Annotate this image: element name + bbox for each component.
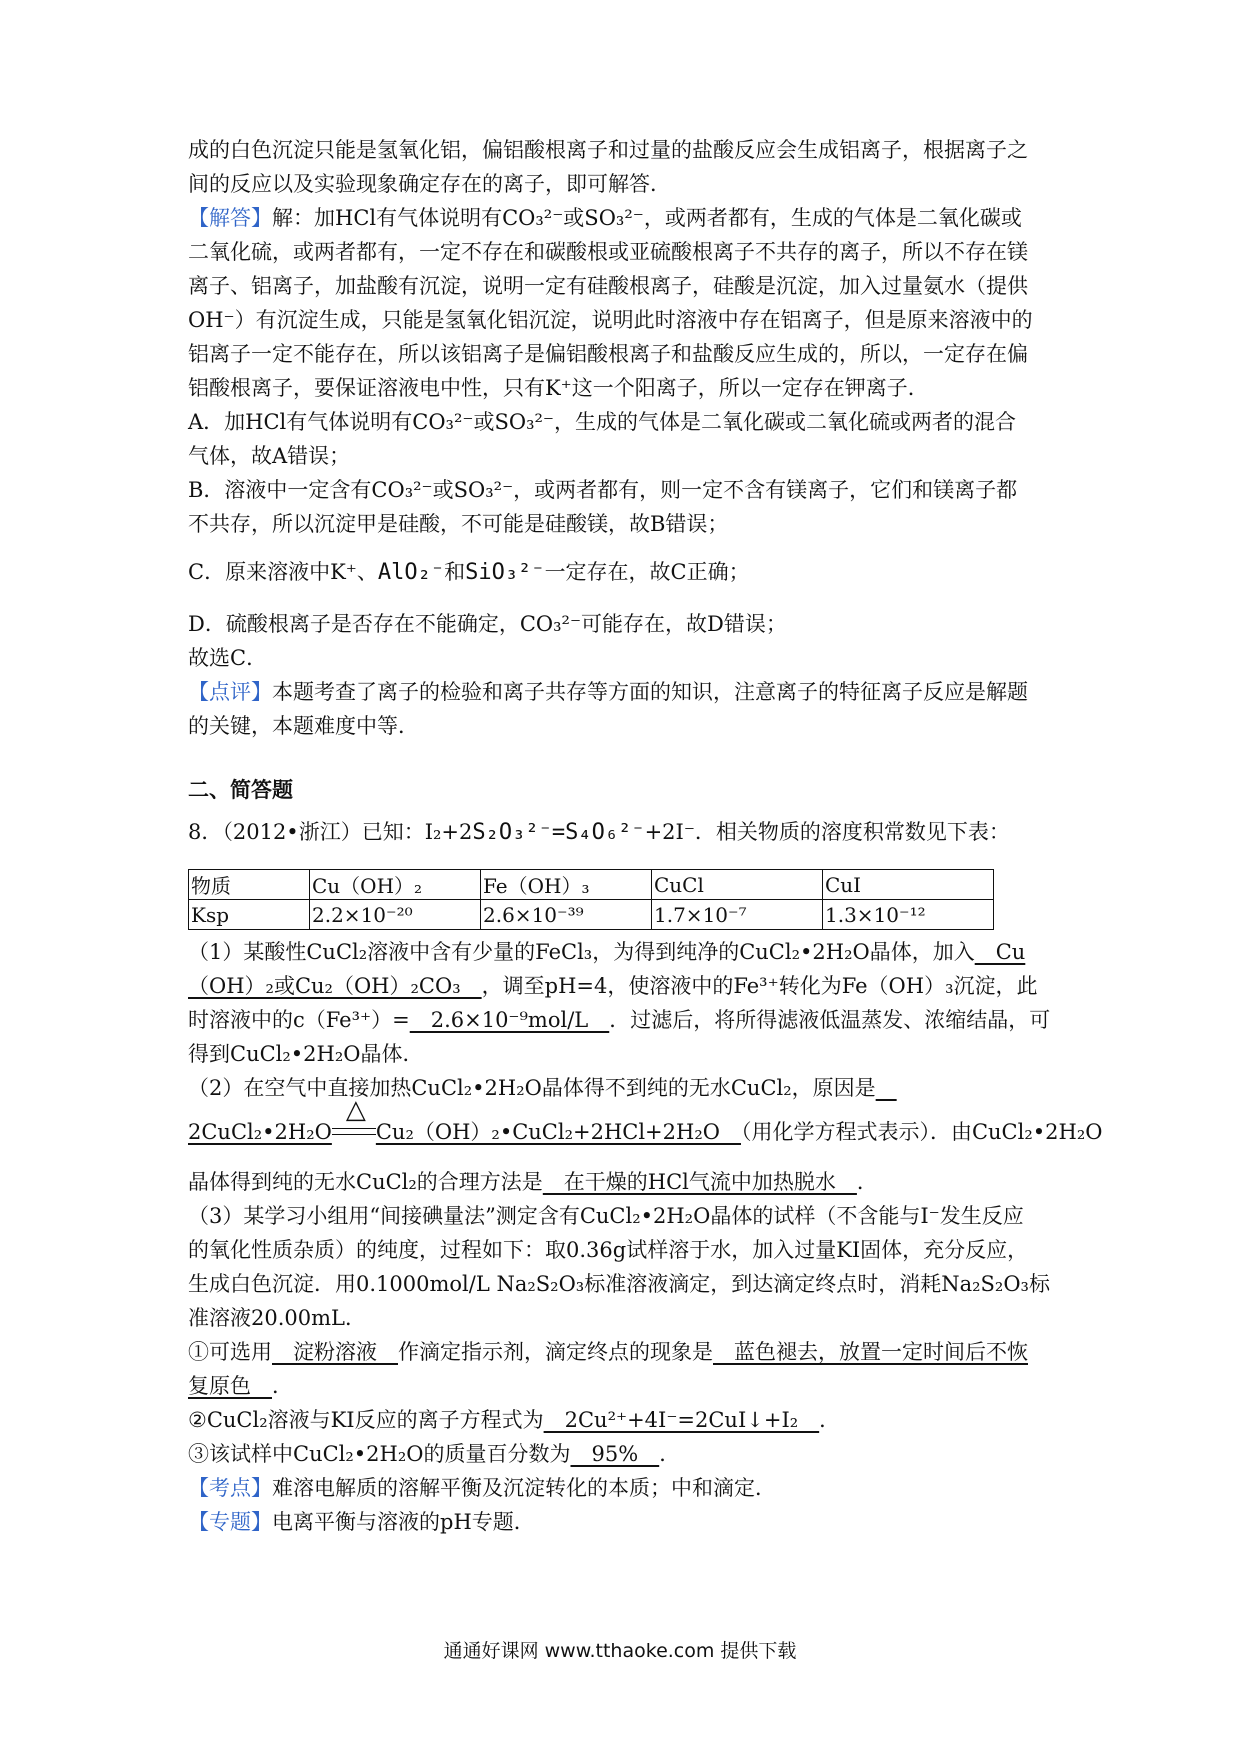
- table-cell: 2.2×10⁻²⁰: [310, 900, 481, 930]
- part-3-line: 准溶液20.00mL．: [188, 1306, 366, 1330]
- comment-text: 本题考查了离子的检验和离子共存等方面的知识，注意离子的特征离子反应是解题: [272, 680, 1028, 704]
- part-2-text: 晶体得到纯的无水CuCl₂的合理方法是: [188, 1170, 543, 1194]
- sub-2-text: ．: [819, 1408, 841, 1432]
- part-1-answer: 2.6×10⁻⁹mol/L: [409, 1008, 610, 1032]
- option-a-line: A．加HCl有气体说明有CO₃²⁻或SO₃²⁻，生成的气体是二氧化碳或二氧化硫或两者的混合: [188, 410, 1016, 434]
- zhuanti-text: 电离平衡与溶液的pH专题．: [272, 1510, 535, 1534]
- table-cell: Ksp: [189, 900, 310, 930]
- option-c-text: 和: [444, 560, 466, 584]
- part-1-line: [188, 1006, 1050, 1034]
- sub-2-answer: 2Cu²⁺+4I⁻=2CuI↓+I₂: [543, 1408, 820, 1432]
- aluminate-ion-formula: AlO₂⁻: [377, 560, 445, 585]
- sub-1-answer: 复原色: [188, 1374, 272, 1398]
- sub-1-answer: 淀粉溶液: [272, 1340, 398, 1364]
- part-2-answer: 在干燥的HCl气流中加热脱水: [542, 1170, 857, 1194]
- table-header-cell: CuCl: [652, 870, 823, 900]
- answer-text: 解：加HCl有气体说明有CO₃²⁻或SO₃²⁻，或两者都有，生成的气体是二氧化碳或: [272, 206, 1022, 230]
- part-3-line: 的氧化性质杂质）的纯度，过程如下：取0.36g试样溶于水，加入过量KI固体，充分反应，: [188, 1238, 1029, 1262]
- sub-question-3-line: [188, 1440, 680, 1468]
- answer-line: 铝酸根离子，要保证溶液电中性，只有K⁺这一个阳离子，所以一定存在钾离子．: [188, 376, 929, 400]
- kaodian-text: 难溶电解质的溶解平衡及沉淀转化的本质；中和滴定．: [272, 1476, 776, 1500]
- part-1-text: ，调至pH=4，使溶液中的Fe³⁺转化为Fe（OH）₃沉淀，此: [481, 974, 1038, 998]
- sub-1-text: ．: [272, 1374, 293, 1398]
- sub-question-1-line: [188, 1372, 293, 1400]
- part-1-text: （1）某酸性CuCl₂溶液中含有少量的FeCl₃，为得到纯净的CuCl₂•2H₂O晶体，加入: [188, 940, 975, 964]
- sub-3-text: ③该试样中CuCl₂•2H₂O的质量百分数为: [188, 1442, 571, 1466]
- part-1-line: [188, 972, 1038, 1000]
- sub-1-text: 作滴定指示剂，滴定终点的现象是: [398, 1340, 713, 1364]
- kaodian-tag: 【考点】: [188, 1476, 272, 1500]
- sub-question-2-line: [188, 1406, 840, 1434]
- part-2-answer: Cu₂（OH）₂•CuCl₂+2HCl+2H₂O: [375, 1120, 741, 1144]
- part-2-line: [188, 1168, 878, 1196]
- option-c-line: [188, 558, 750, 587]
- option-b-line: 不共存，所以沉淀甲是硅酸，不可能是硅酸镁，故B错误；: [188, 512, 729, 536]
- sub-2-text: ②CuCl₂溶液与KI反应的离子方程式为: [188, 1408, 544, 1432]
- part-1-answer: （OH）₂或Cu₂（OH）₂CO₃: [188, 974, 482, 998]
- answer-line: 铝离子一定不能存在，所以该铝离子是偏铝酸根离子和盐酸反应生成的，所以，一定存在偏: [188, 342, 1028, 366]
- part-3-line: （3）某学习小组用“间接碘量法”测定含有CuCl₂•2H₂O晶体的试样（不含能与I⁻发生反应: [188, 1204, 1024, 1228]
- section-heading: 二、简答题: [188, 778, 293, 802]
- option-c-text: 一定存在，故C正确；: [544, 560, 750, 584]
- question-8-intro: [188, 818, 1010, 847]
- sub-question-1-line: [188, 1338, 1028, 1366]
- comment-line: 的关键，本题难度中等．: [188, 714, 419, 738]
- answer-line: 二氧化硫，或两者都有，一定不存在和碳酸根或亚硫酸根离子不共存的离子，所以不存在镁: [188, 240, 1028, 264]
- part-2-text: ．: [856, 1170, 878, 1194]
- answer-line: OH⁻）有沉淀生成，只能是氢氧化铝沉淀，说明此时溶液中存在铝离子，但是原来溶液中的: [188, 308, 1033, 332]
- part-2-text: （用化学方程式表示）．由CuCl₂•2H₂O: [740, 1120, 1103, 1144]
- part-2-answer: 2CuCl₂•2H₂O: [188, 1120, 332, 1144]
- part-2-equation-line: [188, 1094, 1103, 1146]
- option-b-line: B．溶液中一定含有CO₃²⁻或SO₃²⁻，或两者都有，则一定不含有镁离子，它们和镁离子都: [188, 478, 1018, 502]
- part-2-text: （2）在空气中直接加热CuCl₂•2H₂O晶体得不到纯的无水CuCl₂，原因是: [188, 1076, 876, 1100]
- part-1-line: [188, 938, 1025, 966]
- answer-line: [188, 204, 1022, 232]
- table-cell: 1.7×10⁻⁷: [652, 900, 823, 930]
- comment-line: [188, 678, 1028, 706]
- part-1-line: 得到CuCl₂•2H₂O晶体．: [188, 1042, 424, 1066]
- sub-3-answer: 95%: [570, 1442, 660, 1466]
- part-1-text: ．过滤后，将所得滤液低温蒸发、浓缩结晶，可: [609, 1008, 1051, 1032]
- answer-line: 离子、铝离子，加盐酸有沉淀，说明一定有硅酸根离子，硅酸是沉淀，加入过量氨水（提供: [188, 274, 1028, 298]
- q8-intro-text: +2I⁻．相关物质的溶度积常数见下表：: [644, 820, 1010, 844]
- part-1-text: 时溶液中的c（Fe³⁺）=: [188, 1008, 410, 1032]
- ksp-table: [188, 869, 994, 930]
- part-1-answer: Cu: [974, 940, 1026, 964]
- part-2-line: [188, 1074, 897, 1102]
- dianping-tag: 【点评】: [188, 680, 272, 704]
- option-c-text: C．原来溶液中K⁺、: [188, 560, 378, 584]
- silicate-ion-formula: SiO₃²⁻: [465, 560, 545, 585]
- part-3-line: 生成白色沉淀．用0.1000mol/L Na₂S₂O₃标准溶液滴定，到达滴定终点时，消耗Na₂S₂O₃标: [188, 1272, 1050, 1296]
- table-header-cell: Fe（OH）₃: [481, 870, 652, 900]
- table-row: [189, 870, 994, 900]
- heating-arrow-icon: △: [332, 1122, 376, 1146]
- jieda-tag: 【解答】: [188, 206, 272, 230]
- analysis-line: 间的反应以及实验现象确定存在的离子，即可解答．: [188, 172, 671, 196]
- zhuanti-line: [188, 1508, 535, 1536]
- sub-3-text: ．: [659, 1442, 681, 1466]
- analysis-line: 成的白色沉淀只能是氢氧化铝，偏铝酸根离子和过量的盐酸反应会生成铝离子，根据离子之: [188, 138, 1028, 162]
- table-header-cell: Cu（OH）₂: [310, 870, 481, 900]
- table-row: [189, 900, 994, 930]
- thiosulfate-equation: S₂O₃²⁻=S₄O₆²⁻: [472, 820, 645, 845]
- table-header-cell: CuI: [823, 870, 994, 900]
- q8-intro-text: 8．（2012•浙江）已知：I₂+2: [188, 820, 473, 844]
- table-cell: 1.3×10⁻¹²: [823, 900, 994, 930]
- option-d-line: D．硫酸根离子是否存在不能确定，CO₃²⁻可能存在，故D错误；: [188, 612, 787, 636]
- kaodian-line: [188, 1474, 776, 1502]
- sub-1-answer: 蓝色褪去，放置一定时间后不恢: [713, 1340, 1028, 1364]
- table-header-cell: 物质: [189, 870, 310, 900]
- conclusion-line: 故选C．: [188, 646, 268, 670]
- option-a-line: 气体，故A错误；: [188, 444, 351, 468]
- part-2-answer-blank: [876, 1076, 897, 1100]
- sub-1-text: ①可选用: [188, 1340, 272, 1364]
- zhuanti-tag: 【专题】: [188, 1510, 272, 1534]
- table-cell: 2.6×10⁻³⁹: [481, 900, 652, 930]
- page-footer: 通通好课网 www.tthaoke.com 提供下载: [443, 1640, 797, 1662]
